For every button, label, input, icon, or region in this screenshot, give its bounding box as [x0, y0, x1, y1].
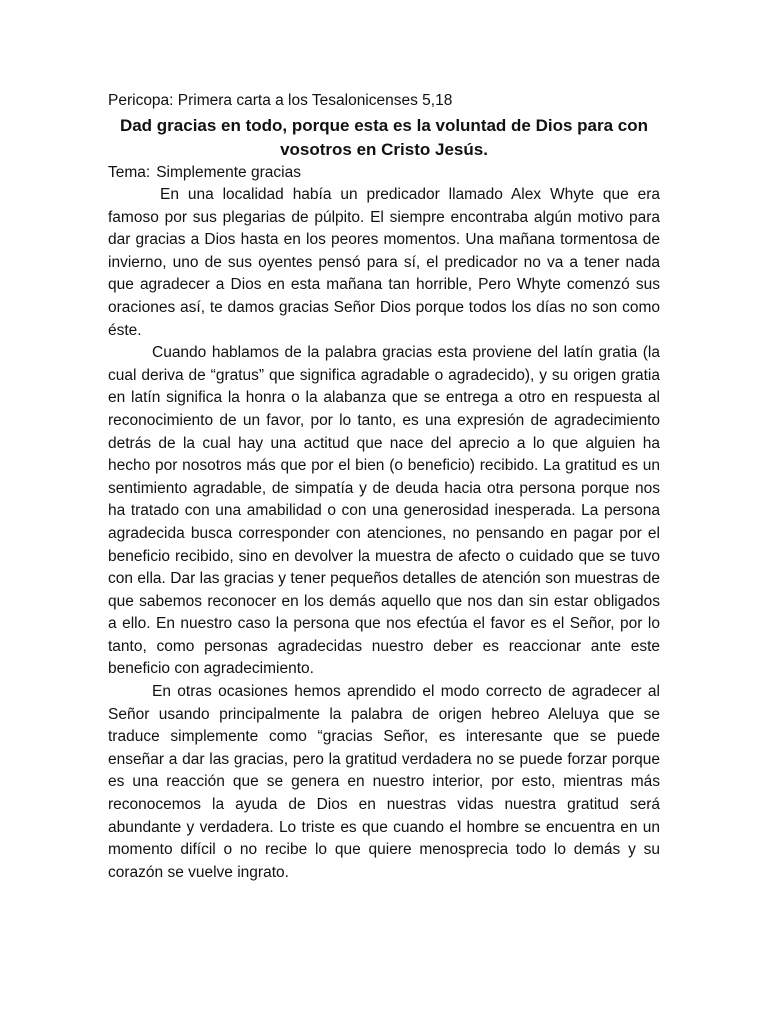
document-title: Dad gracias en todo, porque esta es la voluntad de Dios para con vosotros en Cristo Jesús.: [119, 116, 649, 159]
tema-value: Simplemente gracias: [156, 164, 301, 181]
paragraph-1: En una localidad había un predicador llamado Alex Whyte que era famoso por sus plegarias de púlpito. El siempre encontraba algún motivo para dar gracias a Dios hasta en los peores momentos. Una mañana tormentosa de invierno, uno de sus oyentes pensó para sí, el predicador no va a tener nada que agradecer a Dios en esta mañana tan horrible, Pero Whyte comenzó sus oraciones así, te damos gracias Señor Dios porque todos los días no son como éste.: [108, 186, 660, 339]
document-page: [108, 90, 660, 884]
tema-label: Tema:: [108, 164, 151, 181]
paragraph-2: Cuando hablamos de la palabra gracias esta proviene del latín gratia (la cual deriva de “gratus” que significa agradable o agradecido), y su origen gratia en latín significa la honra o la alabanza que se entrega a otro en respuesta al reconocimiento de un favor, por lo tanto, es una expresión de agradecimiento detrás de la cual hay una actitud que nace del aprecio a lo que alguien ha hecho por nosotros más que por el bien (o beneficio) recibido. La gratitud es un sentimiento agradable, de simpatía y de deuda hacia otra persona porque nos ha tratado con una amabilidad o con una generosidad inesperada. La persona agradecida busca corresponder con atenciones, no pensando en pagar por el beneficio recibido, sino en devolver la muestra de afecto o cuidado que se tuvo con ella. Dar las gracias y tener pequeños detalles de atención son muestras de que sabemos reconocer en los demás aquello que nos dan sin estar obligados a ello. En nuestro caso la persona que nos efectúa el favor es el Señor, por lo tanto, como personas agradecidas nuestro deber es reaccionar ante este beneficio con agradecimiento.: [108, 344, 660, 678]
paragraph-3: En otras ocasiones hemos aprendido el modo correcto de agradecer al Señor usando principalmente la palabra de origen hebreo Aleluya que se traduce simplemente como “gracias Señor, es interesante que se puede enseñar a dar las gracias, pero la gratitud verdadera no se puede forzar porque es una reacción que se genera en nuestro interior, por esto, mientras más reconocemos la ayuda de Dios en nuestras vidas nuestra gratitud será abundante y verdadera. Lo triste es que cuando el hombre se encuentra en un momento difícil o no recibe lo que quiere menosprecia todo lo demás y su corazón se vuelve ingrato.: [108, 683, 660, 881]
pericopa-line: Pericopa: Primera carta a los Tesalonicenses 5,18: [108, 92, 453, 109]
tema-line: [108, 162, 660, 184]
